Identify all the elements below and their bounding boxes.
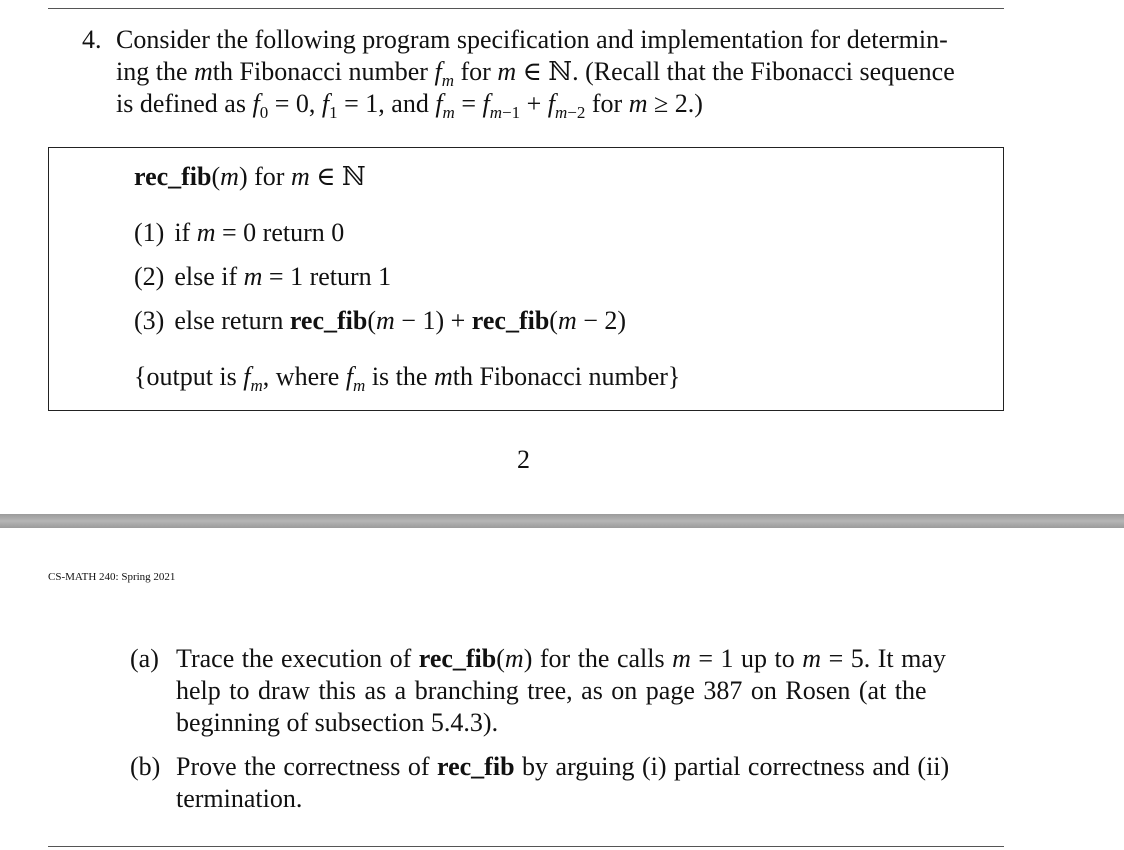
top-rule (48, 8, 1004, 9)
page-break-divider (0, 514, 1124, 528)
problem-intro-line-3: is defined as $f_0 = 0$, $f_1 = 1$, and $f_m = f_{m-1} + f_{m-2}$ for m ≥ 2.) (116, 89, 703, 122)
part-a-line-3: beginning of subsection 5.4.3). (176, 708, 499, 737)
algorithm-header: rec_fib(m) for m ∈ ℕ (134, 162, 366, 191)
part-a-line-1: Trace the execution of rec_fib(m) for the calls m = 1 up to m = 5. It may (176, 644, 946, 673)
running-header: CS-MATH 240: Spring 2021 (48, 571, 176, 583)
problem-intro-line-1: Consider the following program specification and implementation for determin- (116, 25, 948, 54)
algorithm-step-1: (1) if m = 0 return 0 (134, 218, 345, 247)
algorithm-box (48, 147, 1004, 411)
algorithm-step-3: (3) else return rec_fib(m − 1) + rec_fib(m − 2) (134, 306, 627, 335)
problem-number: 4. (82, 25, 102, 54)
part-b-line-1: Prove the correctness of rec_fib by arguing (i) partial correctness and (ii) (176, 752, 950, 781)
algorithm-step-2: (2) else if m = 1 return 1 (134, 262, 392, 291)
page-number: 2 (517, 445, 530, 474)
part-b-label: (b) (130, 752, 161, 781)
problem-intro-line-2: ing the mth Fibonacci number $f_m$ for m ∈ ℕ. (Recall that the Fibonacci sequence (116, 57, 955, 90)
bottom-rule (48, 846, 1004, 847)
part-a-label: (a) (130, 644, 159, 673)
part-a-line-2: help to draw this as a branching tree, as on page 387 on Rosen (at the (176, 676, 927, 705)
algorithm-postcondition: {output is $f_m$, where $f_m$ is the mth Fibonacci number} (134, 362, 681, 395)
part-b-line-2: termination. (176, 784, 303, 813)
